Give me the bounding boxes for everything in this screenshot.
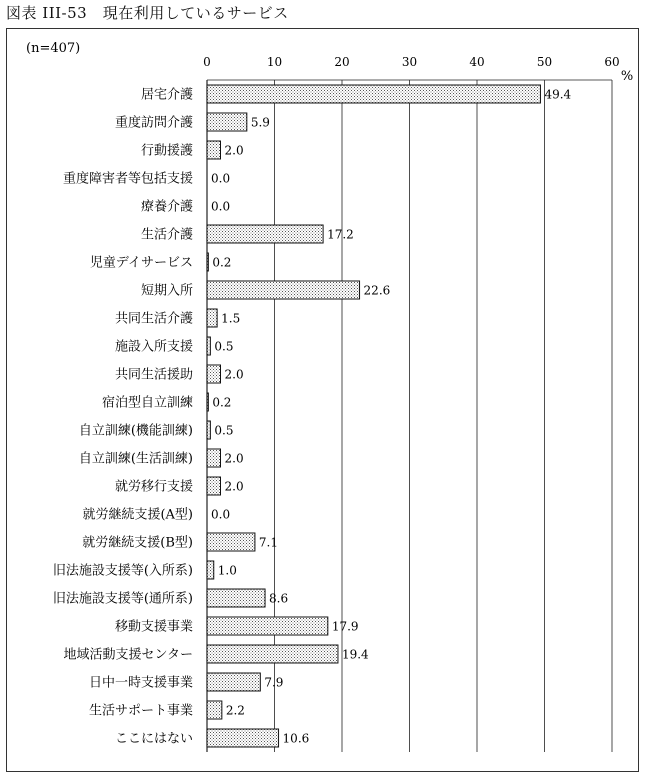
- value-label: 0.2: [212, 255, 232, 270]
- value-label: 7.1: [258, 535, 279, 550]
- value-label: 2.0: [224, 479, 244, 494]
- category-label: 重度訪問介護: [114, 115, 193, 131]
- category-label: ここにはない: [114, 731, 193, 747]
- figure-title: 図表 III-53 現在利用しているサービス: [6, 4, 289, 22]
- bar: [207, 449, 221, 467]
- value-label: 22.6: [363, 283, 391, 298]
- bar: [207, 393, 208, 411]
- category-label: 旧法施設支援等(入所系): [52, 563, 193, 579]
- value-label: 1.5: [221, 311, 241, 326]
- category-label: 自立訓練(機能訓練): [78, 423, 193, 439]
- category-label: 短期入所: [140, 283, 193, 299]
- value-label: 5.9: [250, 115, 270, 130]
- category-label: 宿泊型自立訓練: [101, 395, 193, 411]
- value-label: 0.5: [214, 339, 234, 354]
- value-label: 10.6: [282, 731, 310, 746]
- bar: [207, 533, 255, 551]
- category-label: 就労移行支援: [114, 479, 193, 495]
- value-label: 8.6: [269, 591, 289, 606]
- category-label: 移動支援事業: [114, 619, 193, 635]
- bar: [207, 225, 323, 243]
- value-label: 0.2: [212, 395, 232, 410]
- value-label: 1.0: [217, 563, 237, 578]
- x-tick-label: 60: [604, 55, 620, 69]
- category-label: 生活介護: [140, 227, 193, 243]
- category-label: 重度障害者等包括支援: [62, 171, 193, 187]
- value-label: 19.4: [341, 647, 369, 662]
- bar: [207, 477, 221, 495]
- value-label: 0.5: [214, 423, 234, 438]
- bar: [207, 617, 328, 635]
- value-label: 0.0: [211, 171, 231, 186]
- bar: [207, 365, 221, 383]
- category-label: 日中一時支援事業: [88, 675, 193, 691]
- value-label: 0.0: [211, 199, 231, 214]
- bar: [207, 701, 222, 719]
- category-label: 児童デイサービス: [89, 255, 193, 271]
- category-label: 旧法施設支援等(通所系): [52, 591, 193, 607]
- unit-label: %: [620, 69, 634, 84]
- category-label: 就労継続支援(B型): [82, 535, 193, 551]
- category-label: 居宅介護: [140, 87, 193, 103]
- bar: [207, 309, 217, 327]
- bar: [207, 729, 279, 747]
- category-label: 就労継続支援(A型): [82, 507, 193, 523]
- value-label: 7.9: [264, 675, 284, 690]
- sample-size-note: (n=407): [26, 41, 81, 56]
- bar: [207, 85, 540, 103]
- x-tick-label: 50: [536, 55, 553, 69]
- bar: [207, 337, 210, 355]
- category-label: 生活サポート事業: [88, 703, 193, 719]
- bar: [207, 645, 338, 663]
- bar: [207, 113, 247, 131]
- value-label: 2.2: [225, 703, 245, 718]
- bar: [207, 561, 214, 579]
- category-label: 行動援護: [140, 143, 193, 159]
- category-label: 地域活動支援センター: [63, 647, 193, 663]
- bar: [207, 673, 260, 691]
- value-label: 2.0: [224, 451, 244, 466]
- value-label: 49.4: [544, 87, 572, 102]
- category-label: 施設入所支援: [114, 339, 193, 355]
- x-tick-label: 20: [334, 55, 350, 69]
- value-label: 17.2: [327, 227, 354, 242]
- x-tick-label: 30: [401, 55, 418, 69]
- category-label: 共同生活介護: [114, 311, 193, 327]
- value-label: 2.0: [224, 143, 244, 158]
- bar: [207, 253, 208, 271]
- category-label: 自立訓練(生活訓練): [78, 451, 193, 467]
- category-label: 療養介護: [140, 199, 193, 215]
- value-label: 0.0: [211, 507, 231, 522]
- value-label: 17.9: [331, 619, 359, 634]
- bar: [207, 281, 360, 299]
- bar: [207, 141, 221, 159]
- bar: [207, 421, 210, 439]
- bar: [207, 589, 265, 607]
- x-tick-label: 10: [266, 55, 283, 69]
- x-tick-label: 0: [203, 55, 211, 69]
- value-label: 2.0: [224, 367, 244, 382]
- x-tick-label: 40: [469, 55, 485, 69]
- category-label: 共同生活援助: [114, 367, 193, 383]
